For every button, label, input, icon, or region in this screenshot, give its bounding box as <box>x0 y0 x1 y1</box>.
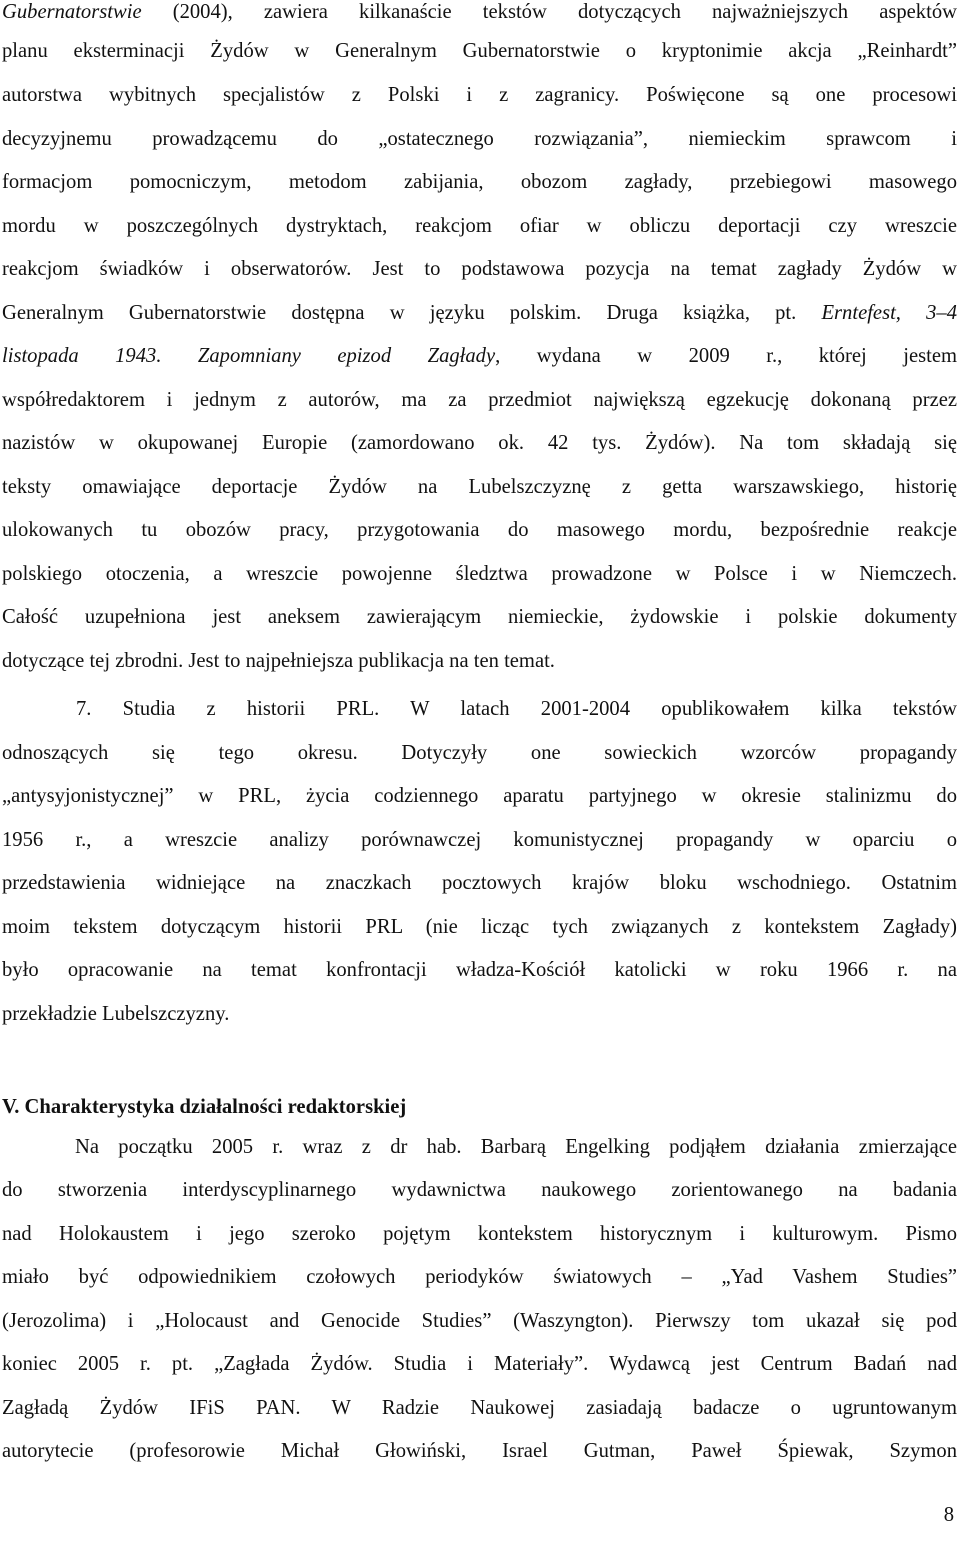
text-line: listopada 1943. Zapomniany epizod Zagłady, wydana w 2009 r., której jestem <box>2 345 957 367</box>
text-line: Na początku 2005 r. wraz z dr hab. Barbarą Engelking podjąłem działania zmierzające <box>75 1136 957 1158</box>
text-line: Generalnym Gubernatorstwie dostępna w języku polskim. Druga książka, pt. Erntefest, 3–4 <box>2 302 957 324</box>
text-line: nazistów w okupowanej Europie (zamordowano ok. 42 tys. Żydów). Na tom składają się <box>2 432 957 454</box>
text-line: odnoszących się tego okresu. Dotyczyły one sowieckich wzorców propagandy <box>2 742 957 764</box>
text-line: polskiego otoczenia, a wreszcie powojenne śledztwa prowadzone w Polsce i w Niemczech. <box>2 563 957 585</box>
italic-title: Erntefest, 3–4 <box>821 302 957 324</box>
text-line: Gubernatorstwie (2004), zawiera kilkanaście tekstów dotyczących najważniejszych aspektów <box>2 1 957 23</box>
text-line: autorytecie (profesorowie Michał Głowiński, Israel Gutman, Paweł Śpiewak, Szymon <box>2 1440 957 1462</box>
text-line: „antysyjonistycznej” w PRL, życia codziennego aparatu partyjnego w okresie stalinizmu do <box>2 785 957 807</box>
text-line: 1956 r., a wreszcie analizy porównawczej komunistycznej propagandy w oparciu o <box>2 829 957 851</box>
text-line: Zagładą Żydów IFiS PAN. W Radzie Naukowej zasiadają badacze o ugruntowanym <box>2 1397 957 1419</box>
text-line: formacjom pomocniczym, metodom zabijania, obozom zagłady, przebiegowi masowego <box>2 171 957 193</box>
text-line: teksty omawiające deportacje Żydów na Lubelszczyznę z getta warszawskiego, historię <box>2 476 957 498</box>
text-line: Całość uzupełniona jest aneksem zawierającym niemieckie, żydowskie i polskie dokumenty <box>2 606 957 628</box>
text-line: moim tekstem dotyczącym historii PRL (nie licząc tych związanych z kontekstem Zagłady) <box>2 916 957 938</box>
text-line: było opracowanie na temat konfrontacji władza-Kościół katolicki w roku 1966 r. na <box>2 959 957 981</box>
text-line: koniec 2005 r. pt. „Zagłada Żydów. Studia i Materiały”. Wydawcą jest Centrum Badań nad <box>2 1353 957 1375</box>
italic-title: listopada 1943. Zapomniany epizod Zagłady <box>2 345 496 367</box>
text-line: ulokowanych tu obozów pracy, przygotowania do masowego mordu, bezpośrednie reakcje <box>2 519 957 541</box>
text-line: decyzyjnemu prowadzącemu do „ostatecznego rozwiązania”, niemieckim sprawcom i <box>2 128 957 150</box>
text-line: (Jerozolima) i „Holocaust and Genocide Studies” (Waszyngton). Pierwszy tom ukazał się pod <box>2 1310 957 1332</box>
text-line: planu eksterminacji Żydów w Generalnym Gubernatorstwie o kryptonimie akcja „Reinhardt” <box>2 40 957 62</box>
text-line: reakcjom świadków i obserwatorów. Jest to podstawowa pozycja na temat zagłady Żydów w <box>2 258 957 280</box>
text-line: miało być odpowiednikiem czołowych periodyków światowych – „Yad Vashem Studies” <box>2 1266 957 1288</box>
text-line: nad Holokaustem i jego szeroko pojętym kontekstem historycznym i kulturowym. Pismo <box>2 1223 957 1245</box>
section-heading: V. Charakterystyka działalności redaktorskiej <box>2 1096 407 1118</box>
text-line: przekładzie Lubelszczyzny. <box>2 1003 230 1025</box>
text-line: przedstawienia widniejące na znaczkach pocztowych krajów bloku wschodniego. Ostatnim <box>2 872 957 894</box>
text-line: dotyczące tej zbrodni. Jest to najpełniejsza publikacja na ten temat. <box>2 650 555 672</box>
text-line: mordu w poszczególnych dystryktach, reakcjom ofiar w obliczu deportacji czy wreszcie <box>2 215 957 237</box>
text-line: autorstwa wybitnych specjalistów z Polski i z zagranicy. Poświęcone są one procesowi <box>2 84 957 106</box>
text-line: współredaktorem i jednym z autorów, ma za przedmiot największą egzekucję dokonaną przez <box>2 389 957 411</box>
text-line: do stworzenia interdyscyplinarnego wydawnictwa naukowego zorientowanego na badania <box>2 1179 957 1201</box>
page-number: 8 <box>943 1504 954 1526</box>
text-line: 7. Studia z historii PRL. W latach 2001-2004 opublikowałem kilka tekstów <box>76 698 957 720</box>
italic-title: Gubernatorstwie <box>2 1 142 23</box>
